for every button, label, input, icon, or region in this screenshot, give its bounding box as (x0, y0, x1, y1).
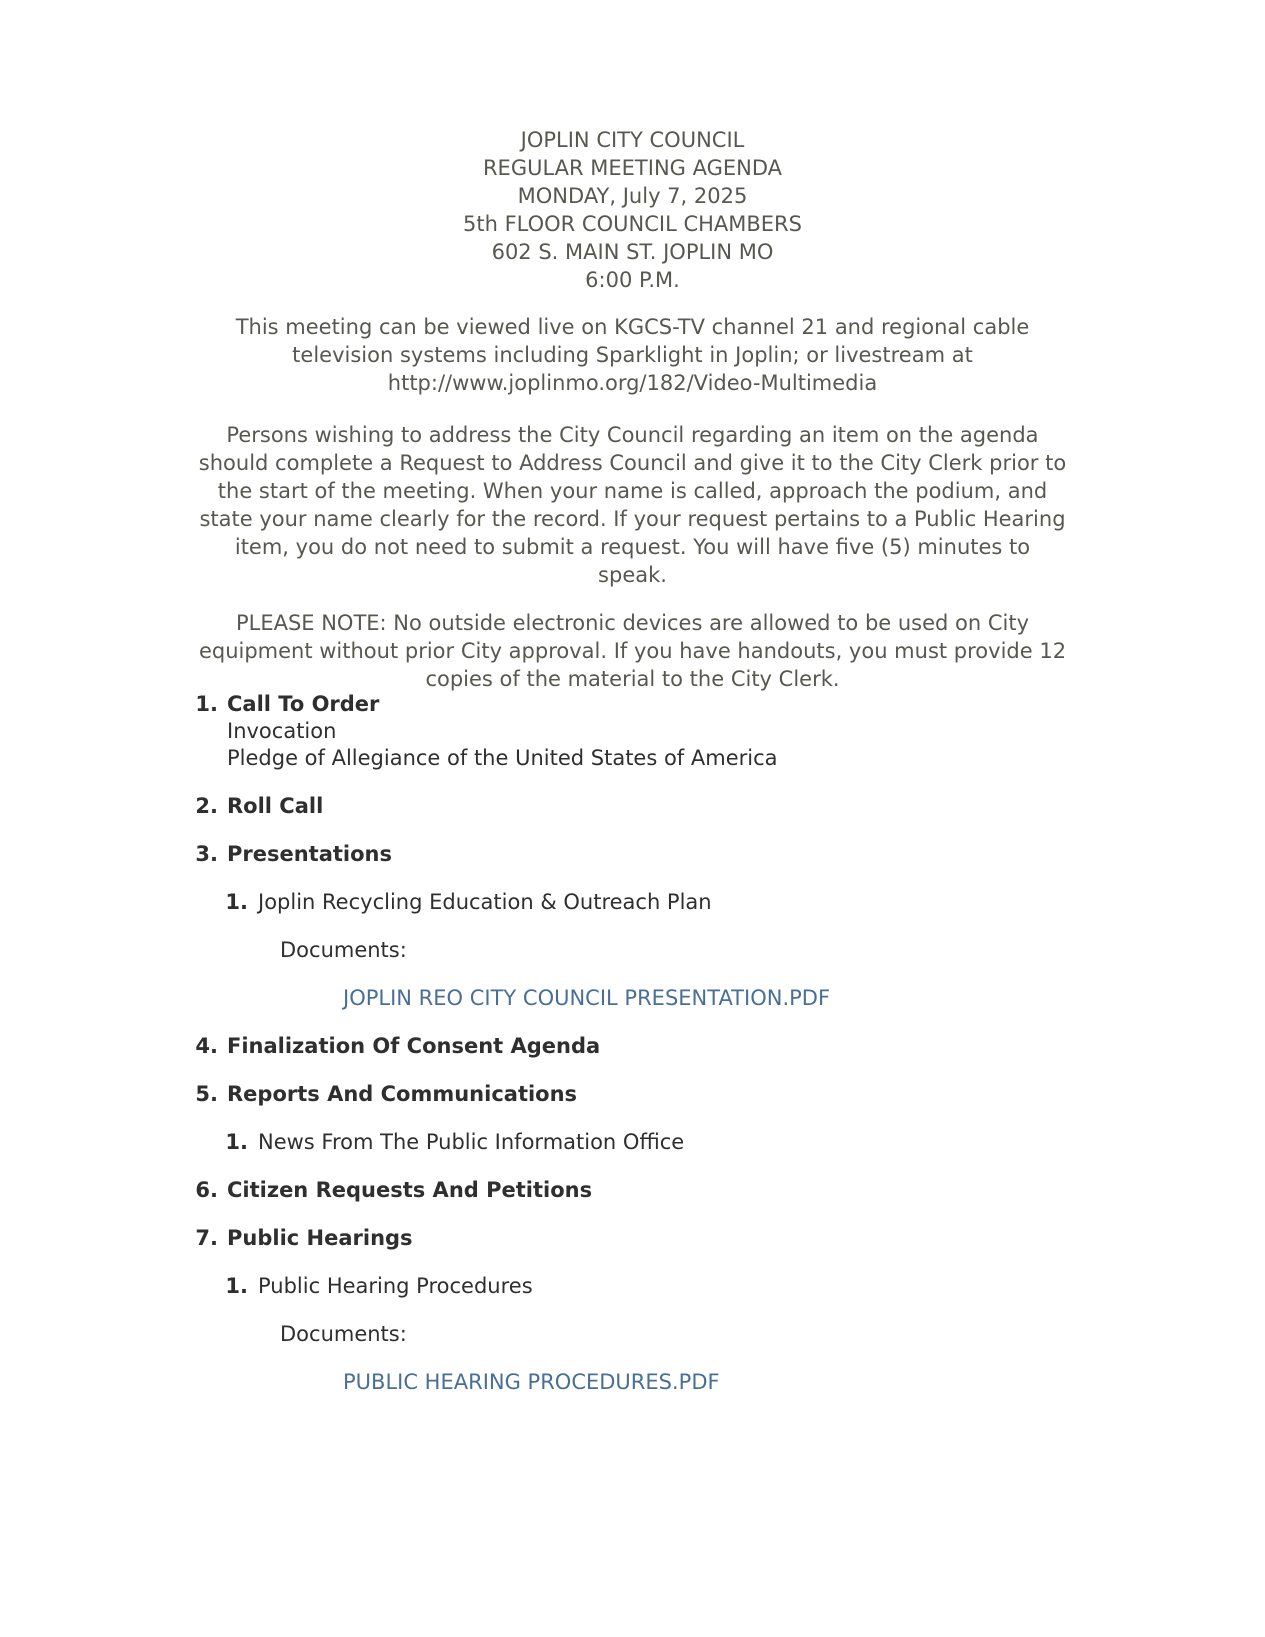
agenda-subitem-number: 1. (225, 1130, 248, 1154)
address-notice-line: should complete a Request to Address Council and give it to the City Clerk prior to (198, 451, 1067, 475)
agenda-subitem-invocation: Invocation (227, 719, 337, 743)
address-notice-line: item, you do not need to submit a request. You will have five (5) minutes to (234, 535, 1031, 559)
agenda-subitem-recycling-plan: Joplin Recycling Education & Outreach Plan (258, 890, 712, 914)
agenda-item-consent-agenda: Finalization Of Consent Agenda (227, 1034, 601, 1058)
meeting-header (0, 126, 1265, 294)
documents-label: Documents: (280, 938, 407, 962)
please-note-notice (160, 609, 1105, 693)
document-link-reo-presentation[interactable]: JOPLIN REO CITY COUNCIL PRESENTATION.PDF (343, 986, 831, 1010)
meeting-time: 6:00 P.M. (585, 268, 680, 292)
council-name: JOPLIN CITY COUNCIL (520, 128, 745, 152)
please-note-line: PLEASE NOTE: No outside electronic devices are allowed to be used on City (235, 611, 1030, 635)
agenda-item-public-hearings: Public Hearings (227, 1226, 413, 1250)
document-link-hearing-procedures[interactable]: PUBLIC HEARING PROCEDURES.PDF (343, 1370, 720, 1394)
agenda-item-number: 4. (195, 1034, 218, 1058)
documents-label: Documents: (280, 1322, 407, 1346)
agenda-item-call-to-order: Call To Order (227, 692, 380, 716)
agenda-subitem-number: 1. (225, 890, 248, 914)
agenda-item-number: 5. (195, 1082, 218, 1106)
agenda-item-number: 2. (195, 794, 218, 818)
meeting-address: 602 S. MAIN ST. JOPLIN MO (491, 240, 774, 264)
agenda-item-presentations: Presentations (227, 842, 393, 866)
meeting-date: MONDAY, July 7, 2025 (517, 184, 748, 208)
address-council-notice (160, 421, 1105, 589)
agenda-item-number: 7. (195, 1226, 218, 1250)
agenda-item-citizen-requests: Citizen Requests And Petitions (227, 1178, 593, 1202)
agenda-subitem-pio-news: News From The Public Information Office (258, 1130, 685, 1154)
please-note-line: equipment without prior City approval. If you have handouts, you must provide 12 (198, 639, 1067, 663)
address-notice-line: state your name clearly for the record. If your request pertains to a Public Hearing (199, 507, 1066, 531)
meeting-type: REGULAR MEETING AGENDA (482, 156, 783, 180)
viewing-notice (160, 313, 1105, 397)
please-note-line: copies of the material to the City Clerk. (425, 667, 840, 691)
viewing-notice-line: This meeting can be viewed live on KGCS-TV channel 21 and regional cable (235, 315, 1030, 339)
address-notice-line: the start of the meeting. When your name is called, approach the podium, and (217, 479, 1048, 503)
address-notice-line: speak. (598, 563, 667, 587)
agenda-item-number: 1. (195, 692, 218, 716)
livestream-url: http://www.joplinmo.org/182/Video-Multimedia (387, 371, 878, 395)
agenda-item-number: 3. (195, 842, 218, 866)
agenda-item-roll-call: Roll Call (227, 794, 324, 818)
viewing-notice-line: television systems including Sparklight in Joplin; or livestream at (292, 343, 973, 367)
agenda-subitem-hearing-procedures: Public Hearing Procedures (258, 1274, 533, 1298)
agenda-subitem-pledge: Pledge of Allegiance of the United States of America (227, 746, 778, 770)
agenda-subitem-number: 1. (225, 1274, 248, 1298)
meeting-room: 5th FLOOR COUNCIL CHAMBERS (463, 212, 802, 236)
address-notice-line: Persons wishing to address the City Council regarding an item on the agenda (226, 423, 1039, 447)
agenda-item-reports: Reports And Communications (227, 1082, 578, 1106)
agenda-item-number: 6. (195, 1178, 218, 1202)
